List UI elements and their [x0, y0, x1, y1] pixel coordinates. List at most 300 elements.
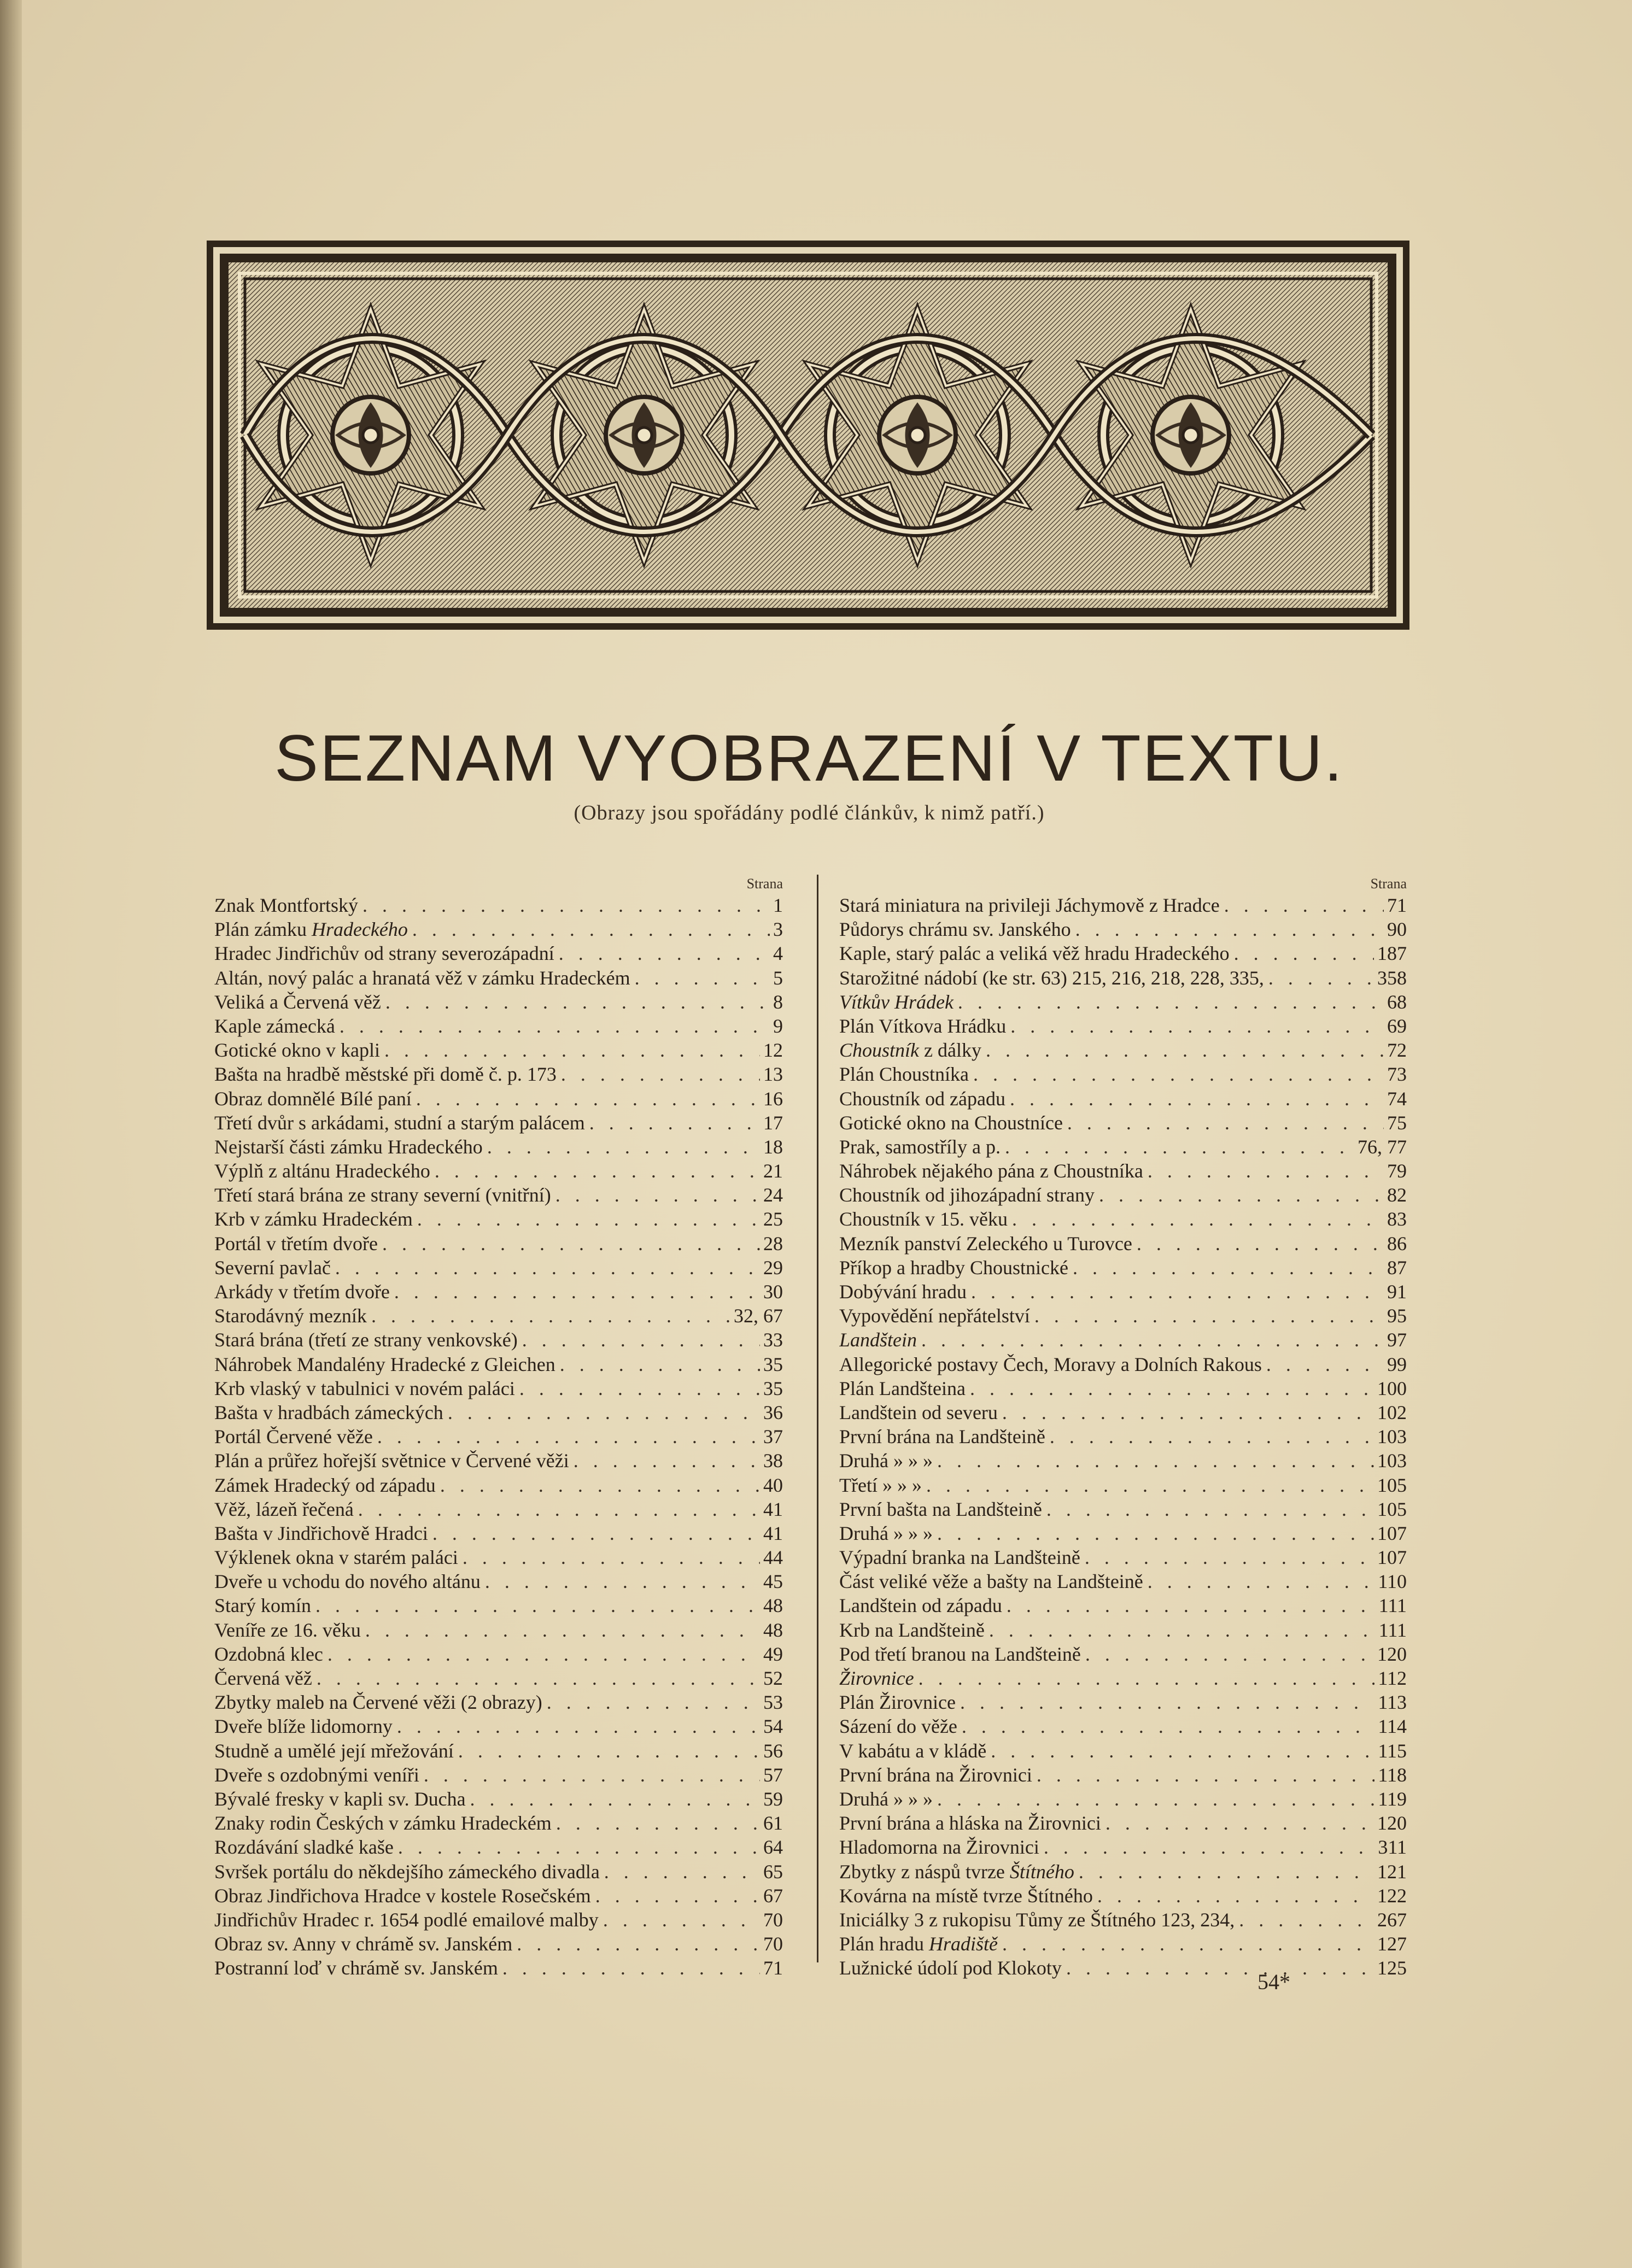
dot-leader [394, 1835, 760, 1859]
entry-title-text: Krb vlaský v tabulnici v novém paláci [214, 1377, 515, 1399]
dot-leader [373, 1425, 760, 1449]
entry-page: 68 [1387, 991, 1407, 1013]
dot-leader [1132, 1232, 1384, 1256]
entry-page: 49 [763, 1643, 783, 1665]
entry-title-text: Dveře u vchodu do nového altánu [214, 1570, 481, 1593]
dot-leader [1042, 1497, 1374, 1521]
entry-title [214, 1642, 323, 1666]
dot-leader [998, 1400, 1374, 1425]
entry-title [214, 1014, 335, 1038]
dot-leader [428, 1521, 760, 1545]
dot-leader [458, 1545, 760, 1569]
entry-page: 115 [1378, 1739, 1407, 1762]
list-item [839, 1690, 1407, 1714]
entry-page: 53 [763, 1691, 783, 1714]
entry-page: 107 [1377, 1546, 1407, 1569]
dot-leader [483, 1135, 760, 1159]
entry-title-suffix: z dálky [919, 1039, 981, 1062]
entry-title-text: První brána na Landšteině [839, 1426, 1045, 1448]
entry-title [214, 1666, 312, 1690]
list-item [214, 1400, 783, 1425]
entry-title [214, 1811, 552, 1835]
entry-title-text: Severní pavlač [214, 1256, 331, 1279]
entry-title [839, 1666, 914, 1690]
list-item [839, 1449, 1407, 1473]
entry-title-text: Gotické okno v kapli [214, 1039, 380, 1062]
dot-leader [986, 1739, 1374, 1763]
entry-title [214, 1207, 413, 1231]
list-item [839, 1545, 1407, 1569]
list-item [214, 1690, 783, 1714]
list-item [214, 1352, 783, 1376]
entry-page: 311 [1378, 1836, 1407, 1859]
entry-title-text: Bašta v hradbách zámeckých [214, 1401, 443, 1423]
entry-title [214, 1545, 458, 1569]
entry-page: 120 [1377, 1643, 1407, 1665]
entry-title [214, 1328, 518, 1352]
entry-title [214, 1256, 331, 1280]
list-item [839, 1111, 1407, 1135]
entry-title-text: Bašta v Jindřichově Hradci [214, 1522, 428, 1544]
entry-title-text: Kaple zámecká [214, 1015, 335, 1037]
entry-title-text: Příkop a hradby Choustnické [839, 1256, 1068, 1279]
entry-page: 13 [763, 1063, 783, 1086]
entry-title [839, 1328, 917, 1352]
dot-leader [542, 1690, 760, 1714]
entry-title [839, 1304, 1030, 1328]
list-item [839, 1135, 1407, 1159]
entry-title [839, 1908, 1235, 1932]
entry-title-text: Náhrobek Mandalény Hradecké z Gleichen [214, 1353, 555, 1375]
entry-title-text: Krb na Landšteině [839, 1619, 985, 1641]
dot-leader [323, 1642, 760, 1666]
entry-title [839, 1038, 981, 1062]
column-divider [817, 875, 818, 1962]
entry-page: 110 [1378, 1570, 1407, 1593]
entry-page: 70 [763, 1908, 783, 1931]
entry-page: 41 [763, 1522, 783, 1544]
entry-title [214, 1062, 557, 1086]
list-item [839, 1956, 1407, 1980]
list-item [839, 1618, 1407, 1642]
entry-title [839, 990, 954, 1014]
list-item [214, 1593, 783, 1618]
entry-title [214, 1232, 378, 1256]
entry-page: 32, 67 [734, 1305, 783, 1327]
list-item [214, 917, 783, 941]
dot-leader [1068, 1256, 1384, 1280]
entry-title [839, 1087, 1005, 1111]
entry-title-text: Vypovědění nepřátelství [839, 1305, 1030, 1327]
entry-title-text: Znak Montfortský [214, 894, 358, 916]
dot-leader [1093, 1884, 1374, 1908]
entry-title [214, 1956, 498, 1980]
entry-page: 358 [1377, 966, 1407, 989]
entry-page: 25 [763, 1208, 783, 1230]
entry-page: 187 [1377, 942, 1407, 965]
dot-leader [591, 1884, 760, 1908]
entry-title [214, 1860, 600, 1884]
entry-title-text: Postranní loď v chrámě sv. Janském [214, 1957, 498, 1979]
entry-page: 103 [1377, 1450, 1407, 1472]
list-item [214, 1087, 783, 1111]
dot-leader [1080, 1545, 1374, 1569]
entry-title-text: První brána a hláska na Žirovnici [839, 1812, 1101, 1835]
list-item [214, 1014, 783, 1038]
dot-leader [552, 1811, 760, 1835]
dot-leader [557, 1062, 760, 1086]
right-column [839, 875, 1407, 1980]
entry-title-italic: Choustník [839, 1039, 920, 1062]
dot-leader [998, 1932, 1374, 1956]
entry-page: 41 [763, 1498, 783, 1520]
entry-page: 87 [1387, 1256, 1407, 1279]
entry-page: 74 [1387, 1087, 1407, 1110]
dot-leader [957, 1714, 1374, 1738]
dot-leader [1095, 1183, 1384, 1207]
dot-leader [443, 1400, 760, 1425]
entry-title [839, 1159, 1143, 1183]
list-item [214, 893, 783, 917]
entry-title [839, 1014, 1006, 1038]
dot-leader [367, 1304, 730, 1328]
dot-leader [1063, 1111, 1384, 1135]
dot-leader [454, 1739, 760, 1763]
entry-page: 9 [773, 1015, 783, 1037]
list-item [214, 1038, 783, 1062]
page-binding-edge [0, 0, 22, 2268]
entry-title [839, 1811, 1101, 1835]
entry-title [839, 966, 1264, 990]
dot-leader [430, 1159, 760, 1183]
list-item [214, 941, 783, 965]
entry-page: 3 [773, 918, 783, 941]
left-column [214, 875, 783, 1980]
entry-title [214, 941, 554, 965]
list-item [214, 1956, 783, 1980]
list-item [839, 1642, 1407, 1666]
list-item [839, 1280, 1407, 1304]
list-item [839, 1860, 1407, 1884]
entry-title [214, 1425, 373, 1449]
page-title: SEZNAM VYOBRAZENÍ V TEXTU. [274, 722, 1344, 795]
entry-title-text: Hladomorna na Žirovnici [839, 1836, 1039, 1859]
list-item [839, 1400, 1407, 1425]
entry-title-text: Třetí » » » [839, 1474, 922, 1496]
entry-title-text: Lužnické údolí pod Klokoty [839, 1957, 1062, 1979]
entry-title-text: Plán a průřez hořejší světnice v Červené věži [214, 1450, 569, 1472]
list-item [214, 1473, 783, 1497]
dot-leader [555, 1352, 760, 1376]
list-item [839, 893, 1407, 917]
entry-title [839, 1690, 956, 1714]
list-item [839, 1908, 1407, 1932]
dot-leader [515, 1376, 760, 1400]
entry-title [214, 1714, 393, 1738]
list-item [214, 1932, 783, 1956]
list-item [214, 1328, 783, 1352]
entry-page: 119 [1378, 1788, 1407, 1810]
entry-title-text: Dveře blíže lidomorny [214, 1715, 393, 1738]
dot-leader [922, 1473, 1374, 1497]
entry-page: 45 [763, 1570, 783, 1593]
dot-leader [1008, 1207, 1384, 1231]
list-item [839, 1884, 1407, 1908]
dot-leader [1001, 1135, 1354, 1159]
entry-title [214, 1908, 599, 1932]
list-item [214, 1666, 783, 1690]
dot-leader [1002, 1593, 1376, 1618]
entry-page: 111 [1378, 1595, 1407, 1617]
dot-leader [393, 1714, 760, 1738]
dot-leader [599, 1908, 760, 1932]
dot-leader [967, 1280, 1384, 1304]
entry-title [839, 893, 1220, 917]
entry-title-text: Zbytky maleb na Červené věži (2 obrazy) [214, 1691, 542, 1714]
list-item [839, 990, 1407, 1014]
left-entry-list [214, 893, 783, 1980]
entry-title-text: Starý komín [214, 1595, 311, 1617]
entry-page: 38 [763, 1450, 783, 1472]
entry-page: 28 [763, 1232, 783, 1255]
entry-title-text: Krb v zámku Hradeckém [214, 1208, 413, 1230]
entry-page: 73 [1387, 1063, 1407, 1086]
dot-leader [630, 966, 770, 990]
entry-page: 76, 77 [1358, 1135, 1407, 1158]
entry-page: 56 [763, 1739, 783, 1762]
entry-title [839, 1449, 933, 1473]
list-item [214, 1449, 783, 1473]
entry-page: 40 [763, 1474, 783, 1496]
entry-page: 54 [763, 1715, 783, 1738]
entry-page: 99 [1387, 1353, 1407, 1375]
entry-title [214, 1835, 394, 1859]
entry-page: 1 [773, 894, 783, 916]
entry-title-text: Choustník v 15. věku [839, 1208, 1008, 1230]
entry-title [214, 1932, 512, 1956]
entry-page: 71 [763, 1957, 783, 1979]
list-item [839, 966, 1407, 990]
list-item [214, 1183, 783, 1207]
entry-title [839, 1521, 933, 1545]
list-item [214, 1111, 783, 1135]
entry-title [214, 1352, 555, 1376]
entry-title [839, 1739, 986, 1763]
entry-title-text: Kaple, starý palác a veliká věž hradu Hradeckého [839, 942, 1230, 965]
dot-leader [413, 1207, 760, 1231]
list-item [214, 1497, 783, 1521]
list-item [839, 1183, 1407, 1207]
entry-page: 4 [773, 942, 783, 965]
list-item [839, 1569, 1407, 1593]
entry-title [214, 1087, 412, 1111]
entry-title-text: Obraz sv. Anny v chrámě sv. Janském [214, 1933, 513, 1955]
entry-title-italic: Landštein [839, 1329, 917, 1351]
entry-title [214, 1304, 367, 1328]
entry-page: 111 [1378, 1619, 1407, 1641]
dot-leader [466, 1787, 760, 1811]
dot-leader [1235, 1908, 1374, 1932]
entry-page: 24 [763, 1184, 783, 1206]
entry-page: 121 [1377, 1860, 1407, 1883]
list-item [839, 1304, 1407, 1328]
list-item [839, 1062, 1407, 1086]
dot-leader [1074, 1860, 1374, 1884]
dot-leader [381, 990, 770, 1014]
list-item [214, 966, 783, 990]
ornamental-header-panel [207, 241, 1409, 630]
list-item [214, 1908, 783, 1932]
dot-leader [1143, 1159, 1384, 1183]
entry-page: 17 [763, 1111, 783, 1134]
list-item [214, 1739, 783, 1763]
entry-title-text: Choustník od jihozápadní strany [839, 1184, 1095, 1206]
entry-title-text: Výpadní branka na Landšteině [839, 1546, 1080, 1569]
entry-title-text: Iniciálky 3 z rukopisu Tůmy ze Štítného 123, 234, [839, 1908, 1235, 1931]
list-item [839, 1763, 1407, 1787]
entry-title [839, 1352, 1262, 1376]
entry-title-text: Plán Žirovnice [839, 1691, 956, 1714]
list-item [214, 1062, 783, 1086]
entry-title [839, 1376, 966, 1400]
dot-leader [378, 1232, 760, 1256]
entry-title-text: Zbytky z náspů tvrze [839, 1860, 1010, 1883]
dot-leader [969, 1062, 1384, 1086]
list-item [839, 1714, 1407, 1738]
entry-title-text: Veníře ze 16. věku [214, 1619, 361, 1641]
entry-title [839, 1545, 1080, 1569]
entry-title [839, 1860, 1074, 1884]
entry-title [839, 1183, 1095, 1207]
entry-page: 120 [1377, 1812, 1407, 1835]
dot-leader [1143, 1569, 1375, 1593]
dot-leader [1039, 1835, 1374, 1859]
entry-title-text: Sázení do věže [839, 1715, 957, 1738]
entry-page: 83 [1387, 1208, 1407, 1230]
entry-page: 36 [763, 1401, 783, 1423]
entry-title [839, 1232, 1132, 1256]
entry-title-text: Červená věž [214, 1667, 312, 1689]
entry-title [839, 1400, 998, 1425]
entry-title-italic: Žirovnice [839, 1667, 914, 1689]
list-item [214, 1569, 783, 1593]
entry-title-text: Plán Landšteina [839, 1377, 966, 1399]
dot-leader [917, 1328, 1384, 1352]
dot-leader [933, 1787, 1374, 1811]
entry-title-text: Výplň z altánu Hradeckého [214, 1160, 430, 1182]
entry-title [839, 1280, 967, 1304]
entry-title-text: Starodávný mezník [214, 1305, 367, 1327]
entry-page: 75 [1387, 1111, 1407, 1134]
entry-page: 65 [763, 1860, 783, 1883]
list-item [839, 1521, 1407, 1545]
dot-leader [408, 917, 770, 941]
dot-leader [981, 1038, 1384, 1062]
list-item [839, 917, 1407, 941]
entry-page: 90 [1387, 918, 1407, 941]
entry-title-text: Hradec Jindřichův od strany severozápadní [214, 942, 554, 965]
entry-page: 61 [763, 1812, 783, 1835]
list-item [214, 1860, 783, 1884]
entry-page: 91 [1387, 1281, 1407, 1303]
list-item [214, 1280, 783, 1304]
entry-title-italic: Hradiště [928, 1933, 998, 1955]
dot-leader [1071, 917, 1384, 941]
entry-title-text: Stará miniatura na privileji Jáchymově z Hradce [839, 894, 1220, 916]
entry-title-text: První brána na Žirovnici [839, 1763, 1032, 1786]
entry-page: 100 [1377, 1377, 1407, 1399]
entry-page: 29 [763, 1256, 783, 1279]
entry-page: 8 [773, 991, 783, 1013]
entry-title-text: Obraz Jindřichova Hradce v kostele Rosečském [214, 1884, 591, 1907]
list-item [839, 1497, 1407, 1521]
entry-page: 57 [763, 1763, 783, 1786]
entry-title [839, 1473, 922, 1497]
entry-page: 70 [763, 1933, 783, 1955]
entry-title-text: První bašta na Landšteině [839, 1498, 1042, 1520]
entry-title-text: Studně a umělé její mřežování [214, 1739, 454, 1762]
list-item [214, 1835, 783, 1859]
list-item [214, 1232, 783, 1256]
list-item [839, 1932, 1407, 1956]
list-item [214, 1714, 783, 1738]
entry-title [839, 1884, 1093, 1908]
entry-page: 95 [1387, 1305, 1407, 1327]
dot-leader [331, 1256, 760, 1280]
dot-leader [966, 1376, 1374, 1400]
entry-page: 48 [763, 1595, 783, 1617]
entry-title-text: Věž, lázeň řečená [214, 1498, 354, 1520]
entry-page: 82 [1387, 1184, 1407, 1206]
dot-leader [569, 1449, 760, 1473]
entry-title-text: Půdorys chrámu sv. Janského [839, 918, 1071, 941]
entry-page: 97 [1387, 1329, 1407, 1351]
entry-page: 102 [1377, 1401, 1407, 1423]
entry-title [214, 966, 630, 990]
entry-page: 118 [1378, 1763, 1407, 1786]
entry-title-text: V kabátu a v kládě [839, 1739, 987, 1762]
entry-title-text: Choustník od západu [839, 1087, 1005, 1110]
dot-leader [1030, 1304, 1384, 1328]
entry-page: 12 [763, 1039, 783, 1062]
dot-leader [600, 1860, 760, 1884]
entry-title-text: Plán zámku [214, 918, 312, 941]
entry-page: 72 [1387, 1039, 1407, 1062]
entry-page: 44 [763, 1546, 783, 1569]
entry-title [214, 1376, 515, 1400]
list-item [214, 1545, 783, 1569]
entry-title [839, 1642, 1081, 1666]
list-item [839, 1473, 1407, 1497]
dot-leader [1262, 1352, 1384, 1376]
dot-leader [1005, 1087, 1384, 1111]
entry-title [839, 1932, 998, 1956]
entry-title-italic: Hradeckého [311, 918, 408, 941]
dot-leader [498, 1956, 760, 1980]
entry-page: 35 [763, 1377, 783, 1399]
entry-title-text: Landštein od západu [839, 1595, 1002, 1617]
entry-title [839, 1135, 1001, 1159]
entry-page: 122 [1377, 1884, 1407, 1907]
entry-page: 79 [1387, 1160, 1407, 1182]
list-item [839, 1207, 1407, 1231]
list-item [839, 1666, 1407, 1690]
dot-leader [518, 1328, 760, 1352]
entry-title [839, 1714, 957, 1738]
dot-leader [412, 1087, 760, 1111]
entry-title-text: Jindřichův Hradec r. 1654 podlé emailové malby [214, 1908, 599, 1931]
entry-title-text: Druhá » » » [839, 1788, 933, 1810]
